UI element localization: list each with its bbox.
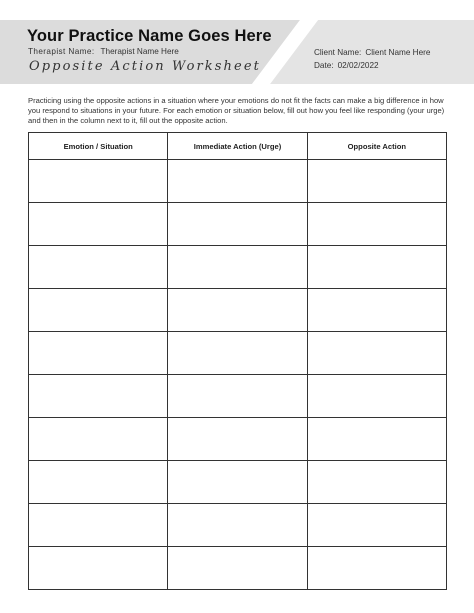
urge-cell[interactable] [168,289,307,332]
urge-cell[interactable] [168,418,307,461]
table-row [29,332,447,375]
instructions: Practicing using the opposite actions in a situation where your emotions do not fit the facts can make a big difference in how you respond to situations in your future. For each emotion or situation below, fill out how you feel like responding (your urge) and then in the column next to it, fill out the opposite action. [28,96,445,125]
emotion-cell[interactable] [29,504,168,547]
table-row [29,418,447,461]
urge-cell[interactable] [168,246,307,289]
urge-cell[interactable] [168,203,307,246]
column-header-urge: Immediate Action (Urge) [168,133,307,160]
worksheet-title: Opposite Action Worksheet [29,59,261,74]
date-line [314,61,379,70]
urge-cell[interactable] [168,504,307,547]
opposite-action-cell[interactable] [307,504,446,547]
emotion-cell[interactable] [29,461,168,504]
table-row [29,375,447,418]
urge-cell[interactable] [168,332,307,375]
emotion-cell[interactable] [29,160,168,203]
opposite-action-cell[interactable] [307,418,446,461]
therapist-value: Therapist Name Here [100,47,179,56]
opposite-action-cell[interactable] [307,289,446,332]
emotion-cell[interactable] [29,289,168,332]
date-value: 02/02/2022 [337,61,379,70]
worksheet-table [28,132,447,590]
emotion-cell[interactable] [29,203,168,246]
client-name-value: Client Name Here [365,48,431,57]
emotion-cell[interactable] [29,332,168,375]
urge-cell[interactable] [168,160,307,203]
emotion-cell[interactable] [29,246,168,289]
opposite-action-cell[interactable] [307,375,446,418]
table-row [29,547,447,590]
emotion-cell[interactable] [29,547,168,590]
table-row [29,289,447,332]
therapist-line [28,47,179,56]
emotion-cell[interactable] [29,375,168,418]
opposite-action-cell[interactable] [307,160,446,203]
table-row [29,160,447,203]
column-header-opposite-action: Opposite Action [307,133,446,160]
urge-cell[interactable] [168,547,307,590]
opposite-action-cell[interactable] [307,203,446,246]
table-row [29,461,447,504]
urge-cell[interactable] [168,461,307,504]
opposite-action-cell[interactable] [307,547,446,590]
table-row [29,203,447,246]
opposite-action-cell[interactable] [307,461,446,504]
table-row [29,504,447,547]
emotion-cell[interactable] [29,418,168,461]
urge-cell[interactable] [168,375,307,418]
opposite-action-cell[interactable] [307,246,446,289]
practice-name: Your Practice Name Goes Here [27,27,272,45]
column-header-emotion: Emotion / Situation [29,133,168,160]
table-row [29,246,447,289]
client-name-label: Client Name: [314,48,362,57]
opposite-action-cell[interactable] [307,332,446,375]
therapist-label: Therapist Name: [28,47,95,56]
client-name-line [314,48,430,57]
date-label: Date: [314,61,334,70]
table-header-row [29,133,447,160]
